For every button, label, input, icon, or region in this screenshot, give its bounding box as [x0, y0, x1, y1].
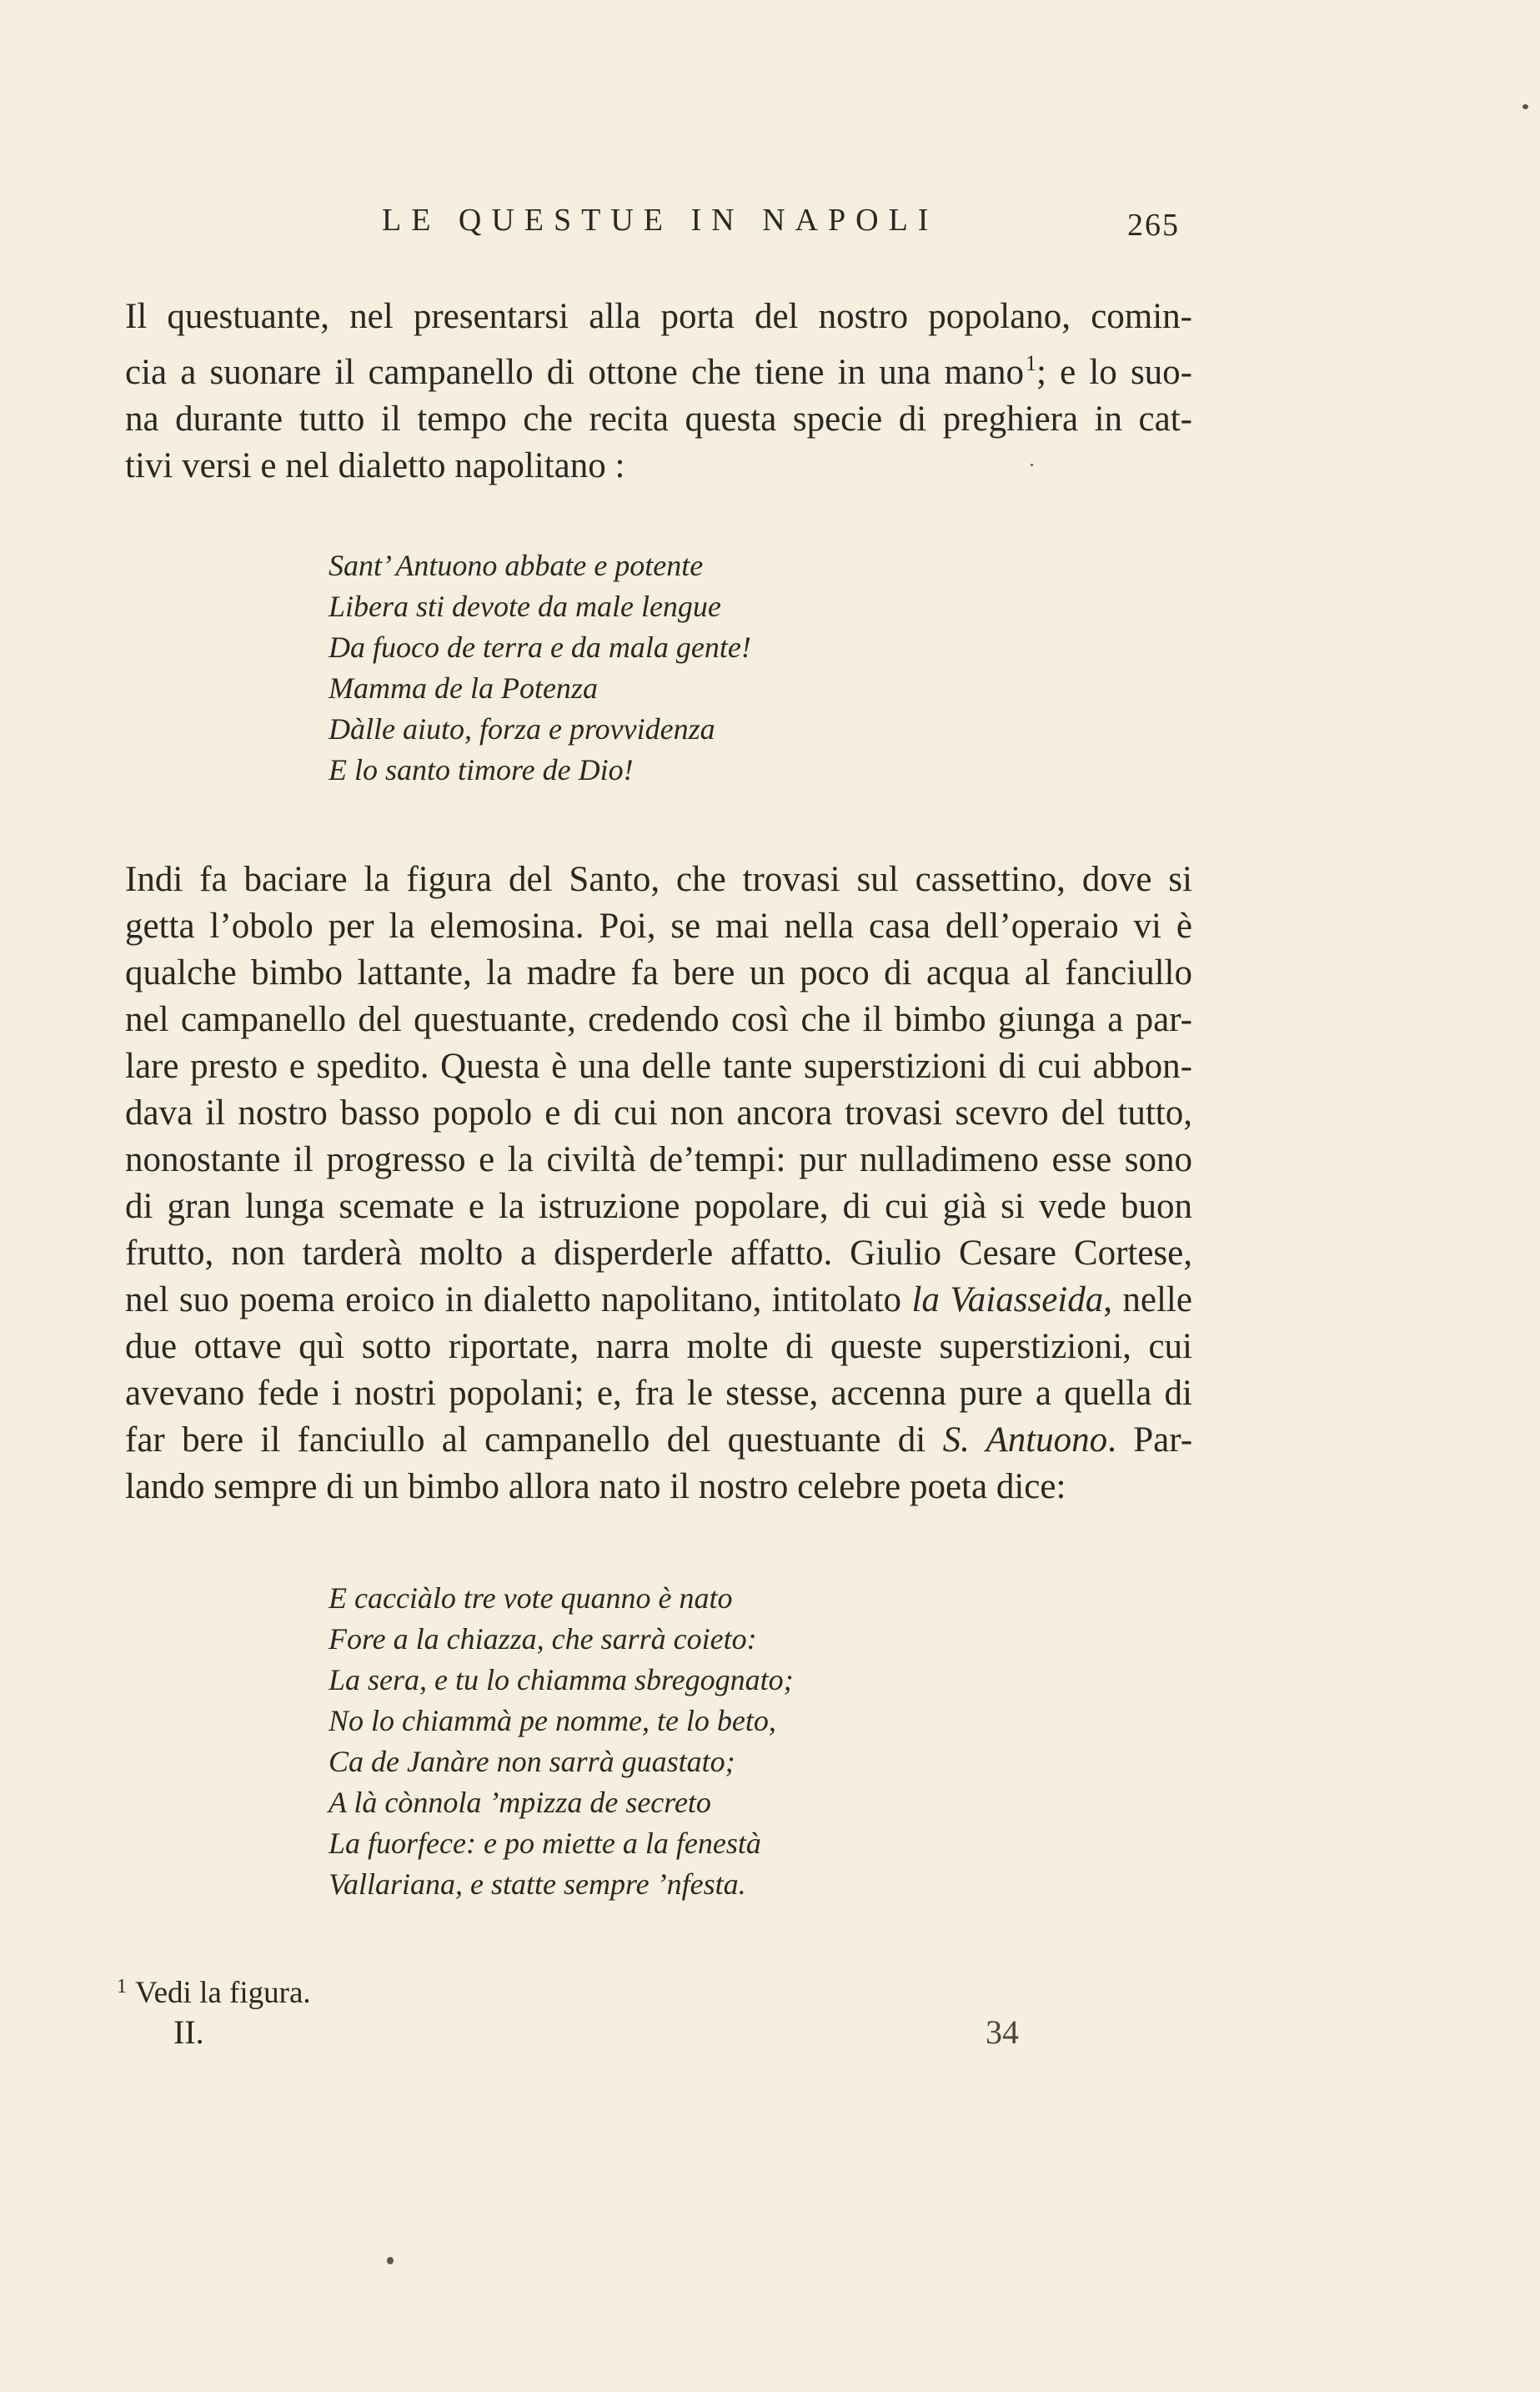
text-line: qualche bimbo lattante, la madre fa bere un poco di acqua al fanciullo: [125, 953, 1192, 992]
footnote-mark: 1: [117, 1976, 127, 1998]
verse-block-1: [329, 545, 751, 791]
paragraph-2: [125, 857, 1192, 1510]
text-line: nel suo poema eroico in dialetto napolitano, intitolato la Vaiasseida, nelle: [125, 1280, 1192, 1319]
text-line: far bere il fanciullo al campanello del questuante di S. Antuono. Par-: [125, 1420, 1193, 1460]
text-line: due ottave quì sotto riportate, narra molte di queste superstizioni, cui: [125, 1327, 1192, 1366]
page-number: 265: [1127, 208, 1180, 243]
verse-block-2: [329, 1578, 794, 1905]
work-title: la Vaiasseida: [911, 1280, 1104, 1319]
footnote-text: Vedi la figura.: [135, 1976, 311, 2010]
verse-line: Da fuoco de terra e da mala gente!: [329, 631, 751, 664]
paper-speck: [1522, 104, 1528, 109]
text-line: avevano fede i nostri popolani; e, fra le stesse, accenna pure a quella di: [125, 1374, 1192, 1413]
verse-line: Dàlle aiuto, forza e provvidenza: [329, 712, 715, 746]
verse-line: E lo santo timore de Dio!: [329, 753, 634, 786]
saint-name: S. Antuono: [942, 1420, 1108, 1460]
paper-speck: [387, 2257, 394, 2264]
text-line: tivi versi e nel dialetto napolitano :: [125, 446, 625, 485]
verse-line: La fuorfece: e po miette a la fenestà: [329, 1827, 761, 1860]
text-line: lando sempre di un bimbo allora nato il nostro celebre poeta dice:: [125, 1467, 1066, 1506]
footnote-ref: 1: [1025, 351, 1036, 375]
text-line: dava il nostro basso popolo e di cui non ancora trovasi scevro del tutto,: [125, 1093, 1192, 1133]
text-line: na durante tutto il tempo che recita questa specie di preghiera in cat-: [125, 400, 1192, 439]
verse-line: A là cònnola ’mpizza de secreto: [329, 1786, 711, 1819]
paper-speck: [1031, 464, 1033, 466]
footnote: [117, 1966, 311, 2014]
text-line: Il questuante, nel presentarsi alla porta del nostro popolano, comin-: [125, 297, 1192, 336]
text-line: nel campanello del questuante, credendo così che il bimbo giunga a par-: [125, 1000, 1192, 1039]
verse-line: La sera, e tu lo chiamma sbregognato;: [329, 1663, 794, 1696]
text-line: lare presto e spedito. Questa è una delle tante superstizioni di cui abbon-: [125, 1047, 1192, 1086]
text-line: cia a suonare il campanello di ottone che tiene in una mano$^1$; e lo suo-: [125, 351, 1192, 392]
verse-line: Mamma de la Potenza: [329, 671, 598, 705]
verse-line: Fore a la chiazza, che sarrà coieto:: [329, 1622, 757, 1656]
verse-line: Ca de Janàre non sarrà guastato;: [329, 1745, 735, 1778]
sheet-signature: 34: [986, 2013, 1019, 2051]
text-line: Indi fa baciare la figura del Santo, che trovasi sul cassettino, dove si: [125, 860, 1192, 899]
text-line: getta l’obolo per la elemosina. Poi, se mai nella casa dell’operaio vi è: [125, 907, 1192, 946]
verse-line: No lo chiammà pe nomme, te lo beto,: [329, 1704, 776, 1737]
text-line: di gran lunga scemate e la istruzione popolare, di cui già si vede buon: [125, 1187, 1192, 1226]
verse-line: Libera sti devote da male lengue: [329, 590, 721, 623]
text-line: nonostante il progresso e la civiltà de’tempi: pur nulladimeno esse sono: [125, 1140, 1192, 1179]
verse-line: Vallariana, e statte sempre ’nfesta.: [329, 1867, 746, 1901]
text-line: frutto, non tarderà molto a disperderle affatto. Giulio Cesare Cortese,: [125, 1234, 1192, 1273]
verse-line: E cacciàlo tre vote quanno è nato: [329, 1581, 733, 1615]
running-header: LE QUESTUE IN NAPOLI: [382, 203, 939, 238]
verse-line: Sant’ Antuono abbate e potente: [329, 549, 704, 582]
volume-signature: II.: [173, 2013, 204, 2051]
paragraph-1: [125, 294, 1192, 490]
